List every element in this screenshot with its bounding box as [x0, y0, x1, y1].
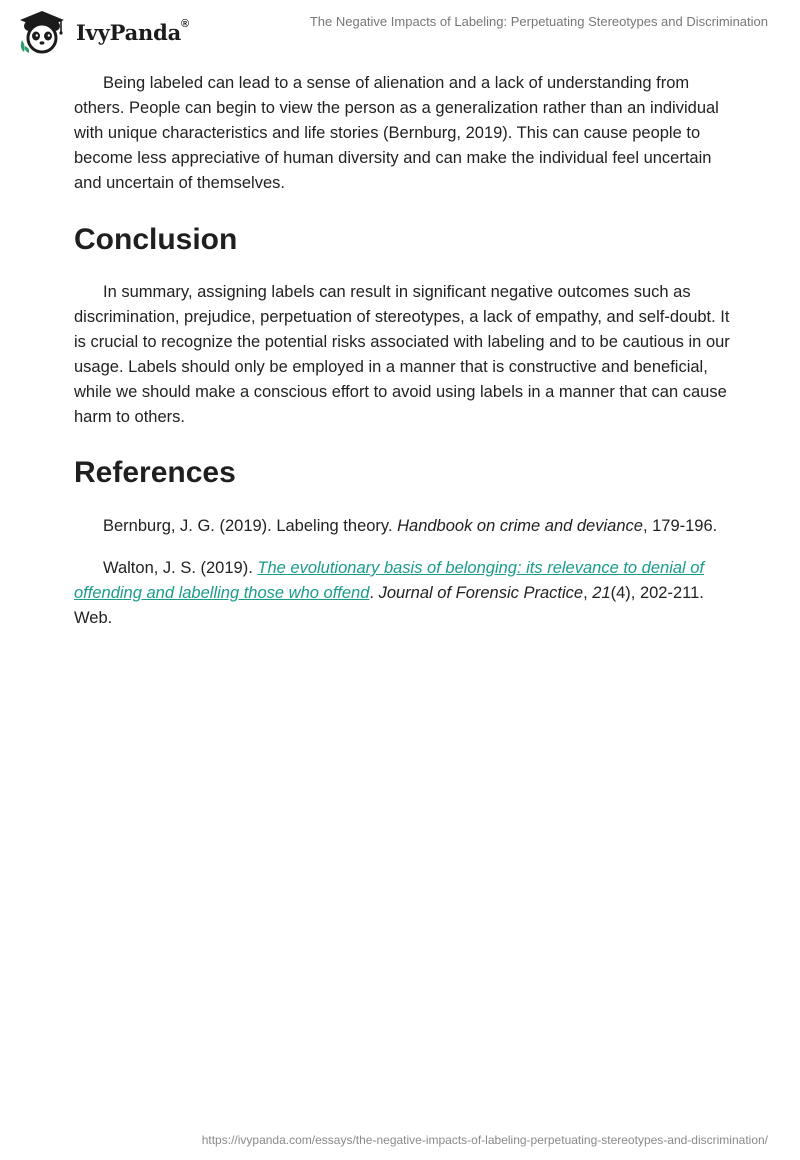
document-title: The Negative Impacts of Labeling: Perpetuating Stereotypes and Discrimination — [309, 14, 768, 29]
page-header — [0, 0, 800, 60]
reference-tail: (4), 202-211. Web. — [74, 584, 704, 627]
reference-item — [74, 556, 730, 631]
reference-authors: Bernburg, J. G. (2019). Labeling theory. — [103, 517, 398, 535]
brand-name: IvyPanda® — [76, 17, 189, 45]
reference-source: Handbook on crime and deviance — [397, 517, 643, 535]
reference-volume: 21 — [592, 584, 611, 602]
reference-item — [74, 514, 730, 539]
reference-journal: Journal of Forensic Practice — [378, 584, 584, 602]
registered-mark: ® — [181, 17, 189, 30]
reference-separator: . — [369, 584, 379, 602]
ivypanda-logo[interactable] — [14, 8, 189, 56]
footer-url[interactable]: https://ivypanda.com/essays/the-negative-impacts-of-labeling-perpetuating-stereotypes-and-discrimination/ — [201, 1133, 768, 1147]
reference-tail: , 179-196. — [642, 517, 718, 535]
essay-content — [74, 71, 730, 631]
reference-link[interactable]: The evolutionary basis of belonging: its relevance to denial of offending and labelling those who offend — [74, 559, 705, 602]
reference-authors: Walton, J. S. (2019). — [103, 559, 258, 577]
intro-paragraph: Being labeled can lead to a sense of alienation and a lack of understanding from others. People can begin to view the person as a generalization rather than an individual with unique characteristics and life stories (Bernburg, 2019). This can cause people to become less appreciative of human diversity and can make the individual feel uncertain and uncertain of themselves. — [74, 74, 719, 192]
reference-comma: , — [583, 584, 593, 602]
panda-graduate-icon — [14, 8, 70, 56]
conclusion-paragraph: In summary, assigning labels can result in significant negative outcomes such as discrimination, prejudice, perpetuation of stereotypes, a lack of empathy, and self-doubt. It is crucial to recognize the potential risks associated with labeling and to be cautious in our usage. Labels should only be employed in a manner that is constructive and beneficial, while we should make a conscious effort to avoid using labels in a manner that can cause harm to others. — [74, 283, 730, 426]
references-heading: References — [74, 456, 236, 489]
conclusion-heading: Conclusion — [74, 223, 238, 256]
